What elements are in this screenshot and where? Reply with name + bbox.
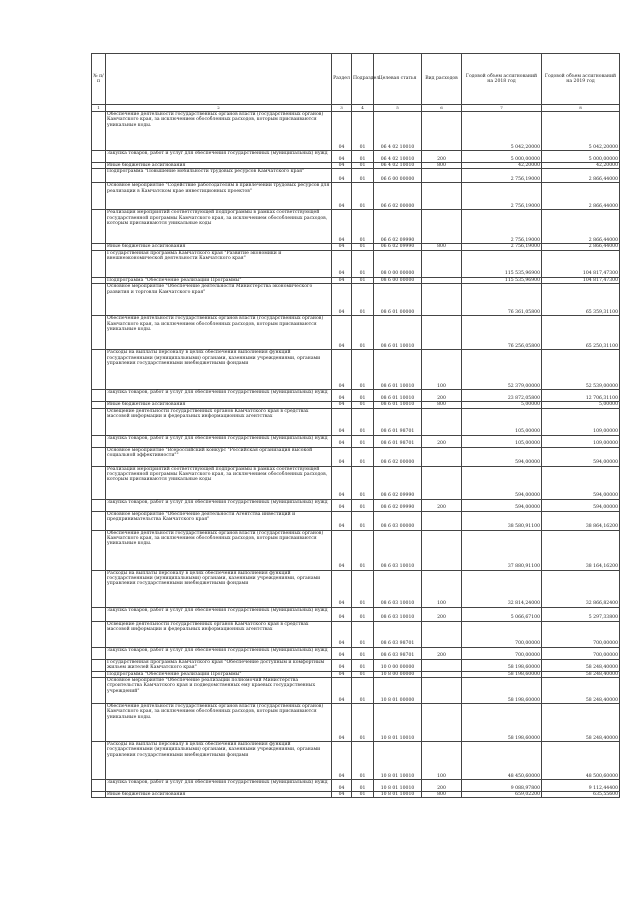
row-target-cell: 08 0 00 00000 [374,250,422,277]
row-name-cell: Подпрограмма "Повышение мобильности трудовых ресурсов Камчатского края" [106,169,332,183]
table-row [92,742,620,780]
row-podrazdel-cell: 01 [352,163,374,169]
col-number: 6 [422,105,462,112]
row-name-cell: Иные бюджетные ассигнования [106,402,332,408]
table-row [92,780,620,792]
table-row [92,530,620,570]
row-target-cell: 06 4 02 10010 [374,151,422,163]
table-row [92,570,620,607]
row-num-cell [92,210,106,244]
row-vid-cell: 200 [422,607,462,621]
row-podrazdel-cell: 01 [352,250,374,277]
row-vol-2019-cell: 104 817,47300 [542,277,620,283]
row-vol-2019-cell: 2 866,44000 [542,169,620,183]
table-row [92,210,620,244]
table-row [92,704,620,742]
row-target-cell: 08 6 01 10010 [374,350,422,390]
row-podrazdel-cell: 01 [352,435,374,447]
row-razdel-cell: 04 [332,499,352,511]
row-num-cell [92,151,106,163]
row-vol-2018-cell: 115 535,96900 [462,277,542,283]
row-vid-cell [422,678,462,704]
table-row [92,350,620,390]
row-podrazdel-cell: 01 [352,284,374,316]
row-razdel-cell: 04 [332,408,352,435]
row-vid-cell [422,183,462,210]
row-vol-2018-cell: 32 814,24000 [462,570,542,607]
row-vid-cell: 200 [422,151,462,163]
row-vol-2019-cell: 48 500,60000 [542,742,620,780]
row-vol-2018-cell: 58 198,60000 [462,671,542,677]
row-vid-cell [422,210,462,244]
row-vol-2019-cell: 12 706,31100 [542,390,620,402]
row-num-cell [92,511,106,530]
row-num-cell [92,704,106,742]
row-razdel-cell: 04 [332,511,352,530]
col-number: 8 [542,105,620,112]
row-num-cell [92,530,106,570]
row-num-cell [92,316,106,350]
row-vol-2018-cell: 700,00000 [462,647,542,659]
row-name-cell: Обеспечение деятельности государственных органов власти (государственных органов) Камчатского края, за исключением обособленных расходов, которым присваиваются уникальные коды. [106,530,332,570]
row-vid-cell [422,284,462,316]
row-razdel-cell: 04 [332,621,352,647]
row-razdel-cell: 04 [332,244,352,250]
table-row [92,659,620,671]
row-podrazdel-cell: 01 [352,607,374,621]
row-podrazdel-cell: 01 [352,350,374,390]
row-name-cell: Освещение деятельности государственных органов Камчатского края в средствах массовой информации и федеральных информационных агентствах [106,408,332,435]
row-vol-2019-cell: 5,00000 [542,402,620,408]
row-target-cell: 06 6 02 00000 [374,183,422,210]
row-vid-cell [422,659,462,671]
row-num-cell [92,284,106,316]
row-target-cell: 10 8 01 10010 [374,704,422,742]
row-num-cell [92,647,106,659]
row-vol-2019-cell: 700,00000 [542,647,620,659]
row-razdel-cell: 04 [332,169,352,183]
row-vol-2018-cell: 5 066,67100 [462,607,542,621]
row-podrazdel-cell: 01 [352,447,374,466]
row-vid-cell: 200 [422,435,462,447]
table-body [92,112,620,798]
row-vol-2018-cell: 23 872,05800 [462,390,542,402]
row-name-cell: Обеспечение деятельности государственных органов власти (государственных органов) Камчатского края, за исключением обособленных расходов, которым присваиваются уникальные коды. [106,704,332,742]
row-target-cell: 08 6 00 00000 [374,277,422,283]
row-name-cell: Расходы на выплаты персоналу в целях обеспечения выполнения функций государственными (муниципальными) органами, казенными учреждениями, органами управления государственными внебюджетными фондами [106,350,332,390]
row-vol-2018-cell: 700,00000 [462,621,542,647]
row-vid-cell [422,530,462,570]
table-row [92,408,620,435]
row-target-cell: 08 6 03 10010 [374,607,422,621]
row-target-cell: 08 6 01 98701 [374,435,422,447]
row-vol-2019-cell: 5 042,20000 [542,112,620,151]
table-row [92,183,620,210]
row-vol-2019-cell: 32 866,82400 [542,570,620,607]
row-vol-2018-cell: 594,00000 [462,466,542,499]
row-razdel-cell: 04 [332,647,352,659]
row-podrazdel-cell: 01 [352,647,374,659]
row-vid-cell: 100 [422,350,462,390]
row-podrazdel-cell: 01 [352,151,374,163]
column-number-row [92,105,620,112]
row-num-cell [92,183,106,210]
row-num-cell [92,408,106,435]
table-header-row [92,54,620,105]
row-vol-2018-cell: 37 880,91100 [462,530,542,570]
row-vid-cell: 200 [422,390,462,402]
row-razdel-cell: 04 [332,112,352,151]
row-num-cell [92,447,106,466]
row-name-cell: Иные бюджетные ассигнования [106,163,332,169]
budget-allocation-table [91,53,620,798]
row-name-cell: Обеспечение деятельности государственных органов власти (государственных органов) Камчатского края, за исключением обособленных расходов, которым присваиваются уникальные коды. [106,316,332,350]
row-podrazdel-cell: 01 [352,570,374,607]
row-name-cell: Реализация мероприятий соответствующей подпрограммы в рамках соответствующей государственной программы Камчатского края, за исключением обособленных расходов, которым присваиваются уникальные коды [106,210,332,244]
row-target-cell: 08 6 03 10010 [374,570,422,607]
row-vid-cell [422,511,462,530]
row-vid-cell: 100 [422,742,462,780]
row-vol-2018-cell: 76 361,05800 [462,284,542,316]
row-vol-2018-cell: 9 088,97800 [462,780,542,792]
row-podrazdel-cell: 01 [352,408,374,435]
row-vol-2019-cell: 2 866,44000 [542,183,620,210]
row-num-cell [92,350,106,390]
col-number: 7 [462,105,542,112]
row-vol-2019-cell: 2 866,44000 [542,210,620,244]
row-name-cell: Реализация мероприятий соответствующей подпрограммы в рамках соответствующей государственной программы Камчатского края, за исключением обособленных расходов, которым присваиваются уникальные коды [106,466,332,499]
header-vol-2019: Годовой объем ассигнований на 2019 год [542,54,620,105]
row-podrazdel-cell: 01 [352,169,374,183]
row-target-cell: 08 6 01 10010 [374,316,422,350]
row-num-cell [92,742,106,780]
row-vid-cell [422,408,462,435]
row-vid-cell: 800 [422,402,462,408]
row-target-cell: 06 6 02 09990 [374,210,422,244]
row-vol-2019-cell: 109,00000 [542,435,620,447]
row-vol-2019-cell: 700,00000 [542,621,620,647]
row-target-cell: 10 8 01 10010 [374,780,422,792]
table-row [92,250,620,277]
table-row [92,499,620,511]
row-name-cell: Основное мероприятие "Обеспечение деятельности Агентства инвестиций и предпринимательства Камчатского края" [106,511,332,530]
row-name-cell: Закупка товаров, работ и услуг для обеспечения государственных (муниципальных) нужд [106,499,332,511]
row-vid-cell: 800 [422,244,462,250]
row-name-cell: Основное мероприятие "Всероссийский конкурс "Российская организация высокой социальной эффективности"" [106,447,332,466]
row-target-cell: 08 6 02 09990 [374,466,422,499]
row-vid-cell [422,621,462,647]
row-vol-2019-cell: 58 248,40000 [542,659,620,671]
row-razdel-cell: 04 [332,742,352,780]
row-vol-2018-cell: 659,02200 [462,792,542,798]
row-vol-2019-cell: 9 112,44400 [542,780,620,792]
header-target: Целевая статья [374,54,422,105]
row-target-cell: 06 4 02 10010 [374,163,422,169]
row-razdel-cell: 04 [332,350,352,390]
row-name-cell: Основное мероприятие "Обеспечение деятельности Министерства экономического развития и торговли Камчатского края" [106,284,332,316]
table-row [92,316,620,350]
col-number: 3 [332,105,352,112]
row-razdel-cell: 04 [332,530,352,570]
row-target-cell: 06 6 02 09990 [374,244,422,250]
row-vol-2019-cell: 38 164,16200 [542,530,620,570]
row-vol-2019-cell: 42,20000 [542,163,620,169]
row-target-cell: 08 6 01 10010 [374,402,422,408]
row-vol-2019-cell: 5 000,00000 [542,151,620,163]
row-razdel-cell: 04 [332,792,352,798]
row-vol-2018-cell: 115 535,96900 [462,250,542,277]
row-vol-2019-cell: 594,00000 [542,447,620,466]
row-vol-2018-cell: 52 379,00000 [462,350,542,390]
row-vid-cell [422,447,462,466]
col-number: 5 [374,105,422,112]
row-num-cell [92,390,106,402]
row-vid-cell: 200 [422,780,462,792]
table-row [92,607,620,621]
row-razdel-cell: 04 [332,210,352,244]
table-row [92,447,620,466]
row-name-cell: Иные бюджетные ассигнования [106,244,332,250]
row-podrazdel-cell: 01 [352,671,374,677]
row-vol-2018-cell: 48 450,60000 [462,742,542,780]
row-num-cell [92,607,106,621]
row-vol-2018-cell: 2 756,19000 [462,183,542,210]
row-name-cell: Государственная программа Камчатского края "Обеспечение доступным и комфортным жильем жителей Камчатского края" [106,659,332,671]
row-podrazdel-cell: 01 [352,659,374,671]
row-vol-2019-cell: 5 297,33800 [542,607,620,621]
row-vol-2019-cell: 594,00000 [542,466,620,499]
row-razdel-cell: 04 [332,316,352,350]
table-row [92,792,620,798]
row-podrazdel-cell: 01 [352,183,374,210]
table-row [92,678,620,704]
row-razdel-cell: 04 [332,435,352,447]
row-vol-2019-cell: 109,00000 [542,408,620,435]
col-number: 4 [352,105,374,112]
row-target-cell: 08 6 03 10010 [374,530,422,570]
row-num-cell [92,466,106,499]
row-target-cell: 08 6 01 10010 [374,390,422,402]
row-target-cell: 10 8 00 00000 [374,671,422,677]
row-vol-2018-cell: 58 198,60000 [462,659,542,671]
row-name-cell: Закупка товаров, работ и услуг для обеспечения государственных (муниципальных) нужд [106,607,332,621]
row-name-cell: Основное мероприятие "Обеспечение реализации полномочий Министерства строительства Камчатского края и подведомственных ему краевых государственных учреждений" [106,678,332,704]
row-razdel-cell: 04 [332,277,352,283]
row-vid-cell [422,466,462,499]
row-target-cell: 10 8 01 10010 [374,742,422,780]
row-razdel-cell: 04 [332,671,352,677]
row-target-cell: 08 6 02 09990 [374,499,422,511]
row-name-cell: Закупка товаров, работ и услуг для обеспечения государственных (муниципальных) нужд [106,151,332,163]
row-name-cell: Закупка товаров, работ и услуг для обеспечения государственных (муниципальных) нужд [106,647,332,659]
row-vol-2018-cell: 42,20000 [462,163,542,169]
row-vol-2019-cell: 104 817,47300 [542,250,620,277]
row-name-cell: Закупка товаров, работ и услуг для обеспечения государственных (муниципальных) нужд [106,435,332,447]
row-target-cell: 08 6 03 00000 [374,511,422,530]
row-num-cell [92,621,106,647]
row-razdel-cell: 04 [332,402,352,408]
row-vol-2019-cell: 58 248,40000 [542,671,620,677]
table-row [92,169,620,183]
row-vid-cell: 800 [422,792,462,798]
row-vol-2019-cell: 65 359,31100 [542,284,620,316]
row-vid-cell [422,704,462,742]
table-row [92,621,620,647]
row-podrazdel-cell: 01 [352,780,374,792]
row-razdel-cell: 04 [332,390,352,402]
row-podrazdel-cell: 01 [352,511,374,530]
row-num-cell [92,659,106,671]
row-podrazdel-cell: 01 [352,402,374,408]
row-name-cell: Подпрограмма "Обеспечение реализации Программы" [106,277,332,283]
row-vid-cell: 100 [422,570,462,607]
table-row [92,466,620,499]
row-razdel-cell: 04 [332,163,352,169]
header-vid: Вид расходов [422,54,462,105]
row-razdel-cell: 04 [332,659,352,671]
row-podrazdel-cell: 01 [352,678,374,704]
row-name-cell: Обеспечение деятельности государственных органов власти (государственных органов) Камчатского края, за исключением обособленных расходов, которым присваиваются уникальные коды. [106,112,332,151]
row-target-cell: 08 6 03 98701 [374,647,422,659]
row-name-cell: Подпрограмма "Обеспечение реализации Программы" [106,671,332,677]
row-podrazdel-cell: 01 [352,792,374,798]
row-target-cell: 10 8 01 10010 [374,792,422,798]
row-vol-2018-cell: 76 256,05800 [462,316,542,350]
row-vol-2018-cell: 594,00000 [462,447,542,466]
row-num-cell [92,570,106,607]
row-podrazdel-cell: 01 [352,244,374,250]
row-vol-2018-cell: 105,00000 [462,435,542,447]
row-razdel-cell: 04 [332,447,352,466]
row-num-cell [92,112,106,151]
row-razdel-cell: 04 [332,250,352,277]
col-number: 1 [92,105,106,112]
row-vol-2019-cell: 65 250,31100 [542,316,620,350]
row-name-cell: Закупка товаров, работ и услуг для обеспечения государственных (муниципальных) нужд [106,390,332,402]
table-row [92,511,620,530]
row-vol-2018-cell: 2 756,19000 [462,210,542,244]
row-podrazdel-cell: 01 [352,704,374,742]
row-num-cell [92,499,106,511]
row-vol-2018-cell: 5 042,20000 [462,112,542,151]
row-podrazdel-cell: 01 [352,112,374,151]
table-row [92,151,620,163]
row-vol-2018-cell: 5 000,00000 [462,151,542,163]
row-podrazdel-cell: 01 [352,316,374,350]
row-name-cell: Расходы на выплаты персоналу в целях обеспечения выполнения функций государственными (муниципальными) органами, казенными учреждениями, органами управления государственными внебюджетными фондами [106,570,332,607]
row-razdel-cell: 04 [332,284,352,316]
row-razdel-cell: 04 [332,607,352,621]
row-vol-2018-cell: 594,00000 [462,499,542,511]
row-vol-2018-cell: 58 198,60000 [462,678,542,704]
row-podrazdel-cell: 01 [352,277,374,283]
row-vid-cell: 200 [422,647,462,659]
row-name-cell: Расходы на выплаты персоналу в целях обеспечения выполнения функций государственными (муниципальными) органами, казенными учреждениями, органами управления государственными внебюджетными фондами [106,742,332,780]
row-name-cell: Закупка товаров, работ и услуг для обеспечения государственных (муниципальных) нужд [106,780,332,792]
header-vol-2018: Годовой объем ассигнований на 2018 год [462,54,542,105]
row-name-cell: Освещение деятельности государственных органов Камчатского края в средствах массовой информации и федеральных информационных агентствах [106,621,332,647]
row-razdel-cell: 04 [332,780,352,792]
row-vol-2019-cell: 594,00000 [542,499,620,511]
row-vid-cell: 200 [422,499,462,511]
col-number: 2 [106,105,332,112]
table-row [92,435,620,447]
row-num-cell [92,780,106,792]
row-vol-2018-cell: 58 198,60000 [462,704,542,742]
row-target-cell: 08 6 01 00000 [374,284,422,316]
row-podrazdel-cell: 01 [352,530,374,570]
row-target-cell: 06 6 00 00000 [374,169,422,183]
row-razdel-cell: 04 [332,704,352,742]
row-target-cell: 08 6 01 98701 [374,408,422,435]
row-podrazdel-cell: 01 [352,499,374,511]
row-razdel-cell: 04 [332,570,352,607]
row-vol-2018-cell: 2 756,19000 [462,244,542,250]
row-target-cell: 08 6 02 00000 [374,447,422,466]
row-target-cell: 08 6 03 98701 [374,621,422,647]
table-row [92,112,620,151]
row-vol-2019-cell: 52 539,00000 [542,350,620,390]
header-razdel: Раздел [332,54,352,105]
row-razdel-cell: 04 [332,183,352,210]
row-vid-cell [422,112,462,151]
row-num-cell [92,250,106,277]
row-podrazdel-cell: 01 [352,390,374,402]
row-vol-2018-cell: 2 756,19000 [462,169,542,183]
header-name [106,54,332,105]
row-vid-cell [422,316,462,350]
row-vol-2019-cell: 58 248,40000 [542,704,620,742]
row-vol-2018-cell: 38 580,91100 [462,511,542,530]
row-vol-2018-cell: 105,00000 [462,408,542,435]
row-target-cell: 10 0 00 00000 [374,659,422,671]
row-vol-2019-cell: 58 248,40000 [542,678,620,704]
row-razdel-cell: 04 [332,151,352,163]
row-num-cell [92,678,106,704]
row-vid-cell [422,169,462,183]
row-razdel-cell: 04 [332,678,352,704]
row-vol-2019-cell: 38 864,16200 [542,511,620,530]
row-target-cell: 10 8 01 00000 [374,678,422,704]
header-podrazdel: Подраздел [352,54,374,105]
table-row [92,647,620,659]
row-name-cell: Основное мероприятие "Содействие работодателям в привлечении трудовых ресурсов для реализации в Камчатском крае инвестиционных проектов" [106,183,332,210]
row-num-cell [92,435,106,447]
table-row [92,390,620,402]
row-num-cell [92,792,106,798]
header-num: № п/п [92,54,106,105]
row-podrazdel-cell: 01 [352,621,374,647]
row-podrazdel-cell: 01 [352,210,374,244]
row-name-cell: Иные бюджетные ассигнования [106,792,332,798]
row-vid-cell [422,250,462,277]
row-name-cell: Государственная программа Камчатского края "Развитие экономики и внешнеэкономической деятельности Камчатского края" [106,250,332,277]
row-vid-cell: 800 [422,163,462,169]
row-target-cell: 06 4 02 10010 [374,112,422,151]
row-num-cell [92,169,106,183]
row-vol-2018-cell: 5,00000 [462,402,542,408]
row-razdel-cell: 04 [332,466,352,499]
row-podrazdel-cell: 01 [352,742,374,780]
row-vol-2019-cell: 2 866,44000 [542,244,620,250]
row-vol-2019-cell: 635,55600 [542,792,620,798]
row-podrazdel-cell: 01 [352,466,374,499]
table-row [92,284,620,316]
